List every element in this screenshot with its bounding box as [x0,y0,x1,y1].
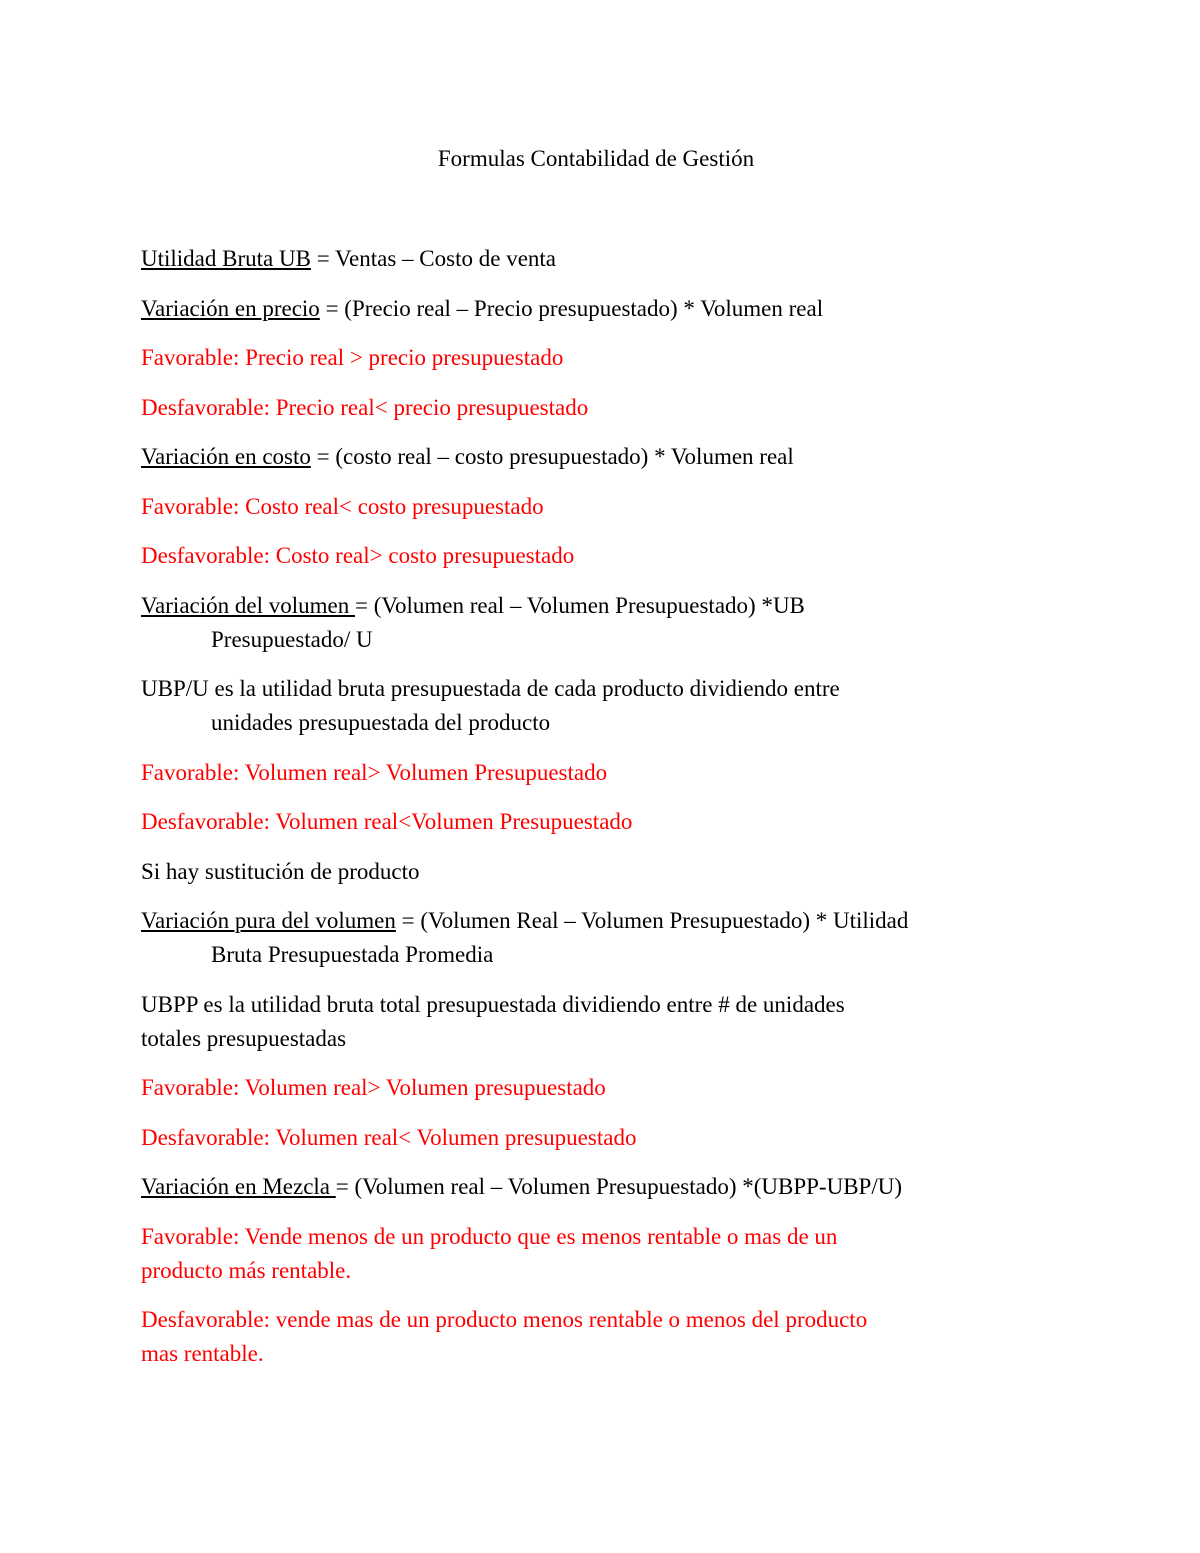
volumen-desfavorable-note: Desfavorable: Volumen real<Volumen Presupuestado [141,809,633,834]
costo-desfavorable-note: Desfavorable: Costo real> costo presupuestado [141,543,575,568]
ubp-u-definition [141,672,1071,740]
volumen-favorable-note: Favorable: Volumen real> Volumen Presupuestado [141,759,608,785]
precio-favorable-note: Favorable: Precio real > precio presupuestado [141,345,564,370]
formula-term: Variación en Mezcla [141,1174,336,1199]
definition-continuation: unidades presupuestada del producto [211,710,551,735]
formula-expression: = (Volumen Real – Volumen Presupuestado) * Utilidad [395,908,909,933]
formula-expression: = (Precio real – Precio presupuestado) * Volumen real [319,295,824,321]
formula-term: Variación pura del volumen [141,908,396,933]
ubpp-definition [141,988,1071,1056]
formula-term: Variación en precio [141,295,320,321]
document-title: Formulas Contabilidad de Gestión [437,146,755,171]
mezcla-favorable-note [141,1220,1071,1288]
formula-expression: = Ventas – Costo de venta [310,246,557,271]
formula-list [141,242,1071,1387]
pura-desfavorable-note: Desfavorable: Volumen real< Volumen presupuestado [141,1124,637,1150]
formula-variacion-mezcla [141,1170,1071,1204]
definition-line: UBPP es la utilidad bruta total presupuestada dividiendo entre # de unidades [141,991,845,1017]
formula-term: Utilidad Bruta UB [141,246,311,271]
formula-expression: = (costo real – costo presupuestado) * Volumen real [310,444,794,469]
note-line: Favorable: Vende menos de un producto que es menos rentable o mas de un [141,1223,838,1249]
mezcla-desfavorable-note [141,1303,1071,1371]
note-line: Desfavorable: vende mas de un producto menos rentable o menos del producto [141,1307,868,1332]
formula-variacion-volumen [141,589,1071,657]
definition-line: UBP/U es la utilidad bruta presupuestada de cada producto dividiendo entre [141,676,840,701]
sustitucion-heading: Si hay sustitución de producto [141,858,420,884]
note-continuation: producto más rentable. [141,1257,352,1283]
note-continuation: mas rentable. [141,1341,264,1366]
formula-term: Variación del volumen [141,592,355,618]
formula-variacion-pura-volumen [141,904,1071,972]
formula-variacion-costo [141,440,1071,474]
formula-variacion-precio [141,292,1071,326]
formula-continuation: Presupuestado/ U [211,626,373,652]
formula-utilidad-bruta [141,242,1071,276]
formula-expression: = (Volumen real – Volumen Presupuestado) *UB [354,592,805,618]
definition-continuation: totales presupuestadas [141,1025,347,1051]
precio-desfavorable-note: Desfavorable: Precio real< precio presupuestado [141,394,589,420]
formula-continuation: Bruta Presupuestada Promedia [211,942,494,967]
formula-expression: = (Volumen real – Volumen Presupuestado) *(UBPP-UBP/U) [335,1174,902,1199]
costo-favorable-note: Favorable: Costo real< costo presupuestado [141,493,544,519]
pura-favorable-note: Favorable: Volumen real> Volumen presupuestado [141,1075,606,1100]
formula-term: Variación en costo [141,444,311,469]
